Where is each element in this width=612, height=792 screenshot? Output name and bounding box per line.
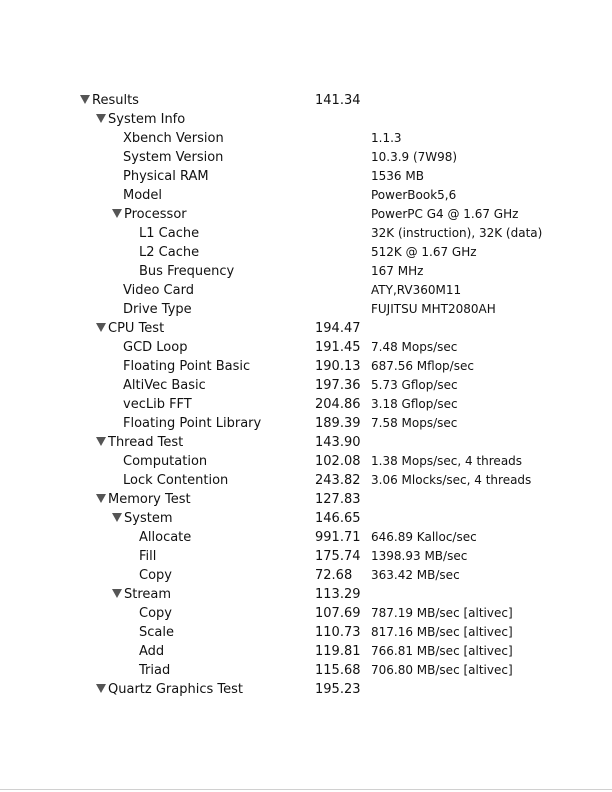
veclib-fft-detail: 3.18 Gflop/sec [371, 397, 458, 411]
memory-test-score: 127.83 [315, 492, 361, 507]
thread-test-label: Thread Test [108, 435, 184, 450]
allocate-row[interactable] [0, 528, 612, 547]
thread-test-score: 143.90 [315, 435, 361, 450]
floating-point-basic-score: 190.13 [315, 359, 361, 374]
physical-ram-detail: 1536 MB [371, 169, 424, 183]
floating-point-basic-row[interactable] [0, 357, 612, 376]
l2-cache-detail: 512K @ 1.67 GHz [371, 245, 477, 259]
memory-system-row[interactable] [0, 509, 612, 528]
l2-cache-row[interactable] [0, 243, 612, 262]
lock-contention-detail: 3.06 Mlocks/sec, 4 threads [371, 473, 532, 487]
l1-cache-label: L1 Cache [139, 226, 200, 241]
gcd-loop-score: 191.45 [315, 340, 361, 355]
altivec-basic-score: 197.36 [315, 378, 361, 393]
disclosure-triangle-down-icon[interactable] [96, 323, 106, 332]
gcd-loop-row[interactable] [0, 338, 612, 357]
memory-test-row[interactable] [0, 490, 612, 509]
xbench-version-row[interactable] [0, 129, 612, 148]
add-score: 119.81 [315, 644, 361, 659]
fill-score: 175.74 [315, 549, 361, 564]
disclosure-triangle-down-icon[interactable] [96, 114, 106, 123]
allocate-detail: 646.89 Kalloc/sec [371, 530, 477, 544]
disclosure-triangle-down-icon[interactable] [112, 513, 122, 522]
disclosure-triangle-down-icon[interactable] [96, 437, 106, 446]
add-row[interactable] [0, 642, 612, 661]
system-version-label: System Version [123, 150, 224, 165]
altivec-basic-row[interactable] [0, 376, 612, 395]
computation-row[interactable] [0, 452, 612, 471]
disclosure-triangle-down-icon[interactable] [112, 589, 122, 598]
cpu-test-row[interactable] [0, 319, 612, 338]
disclosure-triangle-down-icon[interactable] [80, 95, 90, 104]
fill-detail: 1398.93 MB/sec [371, 549, 468, 563]
disclosure-triangle-down-icon[interactable] [96, 494, 106, 503]
bus-frequency-label: Bus Frequency [139, 264, 235, 279]
lock-contention-label: Lock Contention [123, 473, 229, 488]
bus-frequency-row[interactable] [0, 262, 612, 281]
cpu-test-score: 194.47 [315, 321, 361, 336]
results-tree [0, 91, 612, 699]
quartz-graphics-test-row[interactable] [0, 680, 612, 699]
model-detail: PowerBook5,6 [371, 188, 457, 202]
floating-point-library-row[interactable] [0, 414, 612, 433]
physical-ram-row[interactable] [0, 167, 612, 186]
l1-cache-row[interactable] [0, 224, 612, 243]
disclosure-triangle-down-icon[interactable] [96, 684, 106, 693]
scale-score: 110.73 [315, 625, 361, 640]
veclib-fft-label: vecLib FFT [123, 397, 192, 412]
drive-type-detail: FUJITSU MHT2080AH [371, 302, 496, 316]
fill-row[interactable] [0, 547, 612, 566]
xbench-version-label: Xbench Version [123, 131, 224, 146]
results-label: Results [92, 93, 139, 108]
xbench-version-detail: 1.1.3 [371, 131, 402, 145]
scale-label: Scale [139, 625, 174, 640]
stream-copy-label: Copy [139, 606, 172, 621]
processor-row[interactable] [0, 205, 612, 224]
model-label: Model [123, 188, 163, 203]
computation-label: Computation [123, 454, 208, 469]
quartz-graphics-test-score: 195.23 [315, 682, 361, 697]
memory-test-label: Memory Test [108, 492, 191, 507]
processor-detail: PowerPC G4 @ 1.67 GHz [371, 207, 519, 221]
processor-label: Processor [124, 207, 187, 222]
system-info-row[interactable] [0, 110, 612, 129]
lock-contention-row[interactable] [0, 471, 612, 490]
stream-copy-score: 107.69 [315, 606, 361, 621]
computation-detail: 1.38 Mops/sec, 4 threads [371, 454, 523, 468]
thread-test-row[interactable] [0, 433, 612, 452]
fill-label: Fill [139, 549, 157, 564]
floating-point-basic-detail: 687.56 Mflop/sec [371, 359, 474, 373]
altivec-basic-label: AltiVec Basic [123, 378, 206, 393]
l2-cache-label: L2 Cache [139, 245, 200, 260]
quartz-graphics-test-label: Quartz Graphics Test [108, 682, 243, 697]
gcd-loop-label: GCD Loop [123, 340, 188, 355]
triad-detail: 706.80 MB/sec [altivec] [371, 663, 513, 677]
stream-row[interactable] [0, 585, 612, 604]
gcd-loop-detail: 7.48 Mops/sec [371, 340, 458, 354]
results-score: 141.34 [315, 93, 361, 108]
stream-label: Stream [124, 587, 172, 602]
allocate-label: Allocate [139, 530, 192, 545]
video-card-label: Video Card [123, 283, 194, 298]
video-card-row[interactable] [0, 281, 612, 300]
l1-cache-detail: 32K (instruction), 32K (data) [371, 226, 543, 240]
system-copy-score: 72.68 [315, 568, 353, 583]
triad-label: Triad [139, 663, 171, 678]
system-info-label: System Info [108, 112, 186, 127]
stream-score: 113.29 [315, 587, 361, 602]
triad-row[interactable] [0, 661, 612, 680]
system-version-row[interactable] [0, 148, 612, 167]
stream-copy-detail: 787.19 MB/sec [altivec] [371, 606, 513, 620]
computation-score: 102.08 [315, 454, 361, 469]
bottom-divider [0, 789, 612, 790]
system-copy-label: Copy [139, 568, 172, 583]
floating-point-library-label: Floating Point Library [123, 416, 262, 431]
results-row[interactable] [0, 91, 612, 110]
video-card-detail: ATY,RV360M11 [371, 283, 462, 297]
allocate-score: 991.71 [315, 530, 361, 545]
system-copy-row[interactable] [0, 566, 612, 585]
drive-type-row[interactable] [0, 300, 612, 319]
drive-type-label: Drive Type [123, 302, 192, 317]
triad-score: 115.68 [315, 663, 361, 678]
veclib-fft-row[interactable] [0, 395, 612, 414]
floating-point-basic-label: Floating Point Basic [123, 359, 251, 374]
add-label: Add [139, 644, 165, 659]
add-detail: 766.81 MB/sec [altivec] [371, 644, 513, 658]
cpu-test-label: CPU Test [108, 321, 165, 336]
altivec-basic-detail: 5.73 Gflop/sec [371, 378, 458, 392]
veclib-fft-score: 204.86 [315, 397, 361, 412]
memory-system-score: 146.65 [315, 511, 361, 526]
memory-system-label: System [124, 511, 173, 526]
disclosure-triangle-down-icon[interactable] [112, 209, 122, 218]
lock-contention-score: 243.82 [315, 473, 361, 488]
scale-row[interactable] [0, 623, 612, 642]
floating-point-library-score: 189.39 [315, 416, 361, 431]
system-copy-detail: 363.42 MB/sec [371, 568, 460, 582]
scale-detail: 817.16 MB/sec [altivec] [371, 625, 513, 639]
model-row[interactable] [0, 186, 612, 205]
system-version-detail: 10.3.9 (7W98) [371, 150, 458, 164]
stream-copy-row[interactable] [0, 604, 612, 623]
floating-point-library-detail: 7.58 Mops/sec [371, 416, 458, 430]
bus-frequency-detail: 167 MHz [371, 264, 424, 278]
physical-ram-label: Physical RAM [123, 169, 209, 184]
